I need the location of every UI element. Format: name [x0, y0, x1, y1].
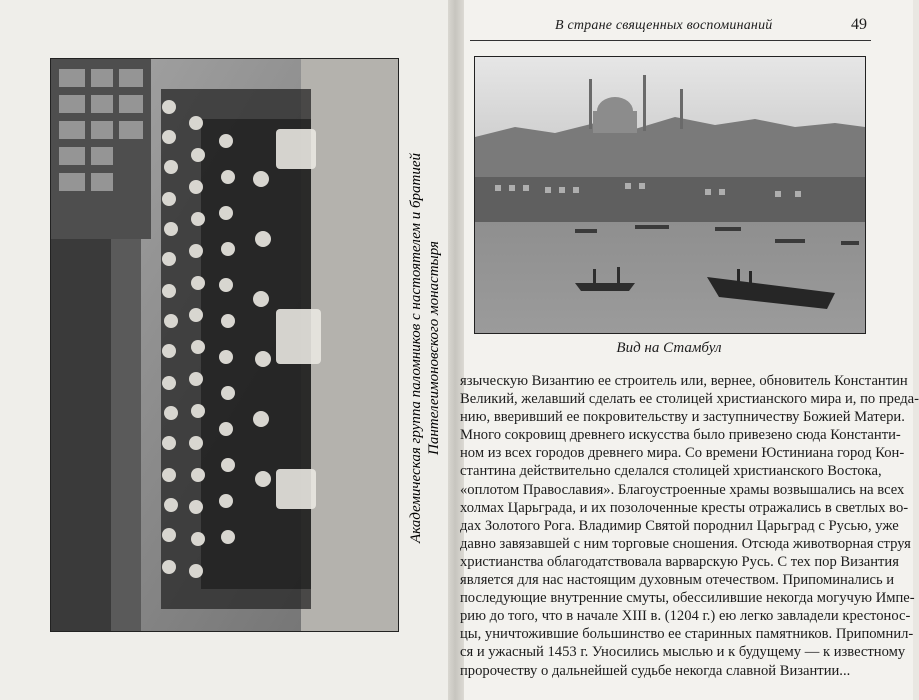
- text-line: холмах Царьграда, и их позолоченные кресты отражались в светлых во-: [460, 499, 909, 516]
- group-photograph: [50, 58, 399, 632]
- caption-line-1: Академическая группа паломников с настоятелем и братией: [408, 152, 424, 544]
- text-line: Много сокровищ древнего искусства было привезено сюда Константи-: [460, 427, 901, 444]
- text-line: «оплотом Православия». Благоустроенные храмы возвышались на всех: [460, 481, 905, 498]
- page-number: 49: [851, 16, 867, 33]
- text-line: христианства облагодатствовала варварскую Русь. С тех пор Византия: [460, 553, 899, 570]
- istanbul-photo-image: [475, 57, 865, 333]
- text-line: рию до того, что в начале XIII в. (1204 г.) ею легко завладели крестонос-: [460, 608, 911, 625]
- body-text: [460, 372, 919, 680]
- group-photo-image: [51, 59, 398, 631]
- photo-caption-vertical: [398, 88, 448, 608]
- text-line: является для нас настоящим духовным отечеством. Припоминались и: [460, 572, 895, 589]
- text-line: Великий, желавший сделать ее столицей христианского мира и, по преда-: [460, 391, 919, 408]
- text-line: ном из всех городов древнего мира. Со времени Юстиниана город Кон-: [460, 445, 905, 462]
- text-line: ся и ужасный 1453 г. Уносились мыслью и к будущему — к известному: [460, 644, 906, 661]
- text-line: последующие внутренние смуты, обессилившие некогда могучую Импе-: [460, 590, 915, 607]
- text-line: нию, вверивший ее покровительству и заступничеству Божией Матери.: [460, 409, 905, 426]
- text-line: дах Золотого Рога. Владимир Святой породнил Царьград с Русью, уже: [460, 517, 899, 534]
- text-line: пророчеству о дальнейшей судьбе некогда славной Византии...: [460, 662, 851, 679]
- text-line: давно завязавшей с ним торговые сношения. Отсюда животворная струя: [460, 535, 911, 552]
- header-rule: [470, 40, 871, 41]
- text-line: цы, уничтожившие большинство ее старинных памятников. Припомнил-: [460, 626, 914, 643]
- text-line: стантина действительно сделался столицей христианского Востока,: [460, 463, 882, 480]
- running-head: В стране священных воспоминаний: [555, 18, 773, 33]
- text-line: языческую Византию ее строитель или, вернее, обновитель Константин: [460, 373, 908, 389]
- istanbul-photograph: [474, 56, 866, 334]
- caption-line-2: Пантелеимоновского монастыря: [426, 241, 442, 455]
- photo-caption: Вид на Стамбул: [616, 340, 722, 356]
